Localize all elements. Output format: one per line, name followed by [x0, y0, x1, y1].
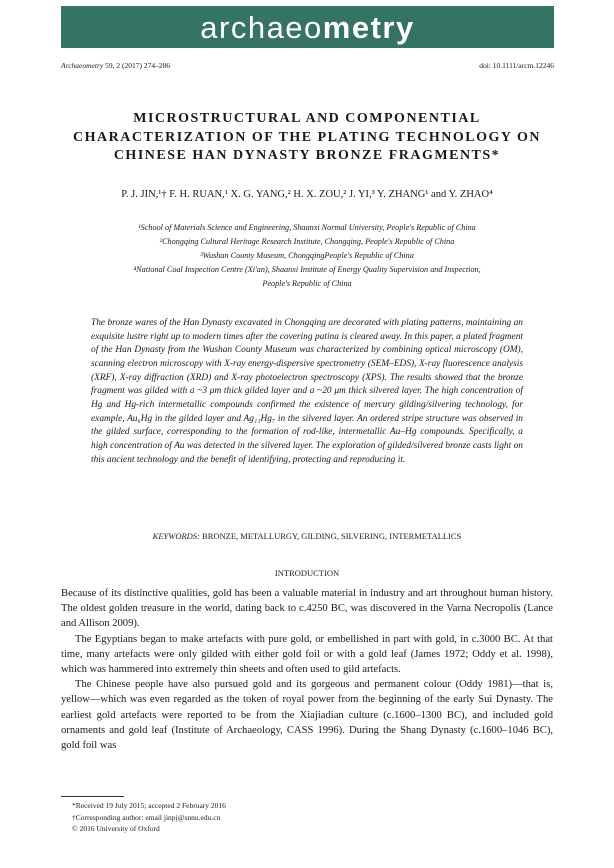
journal-banner	[61, 6, 554, 48]
paragraph-2: The Egyptians began to make artefacts with pure gold, or embellished in part with gold, in c.3000 BC. At that time, many artefacts were only gilded with either gold foil or with a gold leaf (James 1972; Oddy et al. 1998), which was hammered into extremely thin sheets and often used to gild artefacts.	[61, 633, 553, 676]
title-line-1: MICROSTRUCTURAL AND COMPONENTIAL	[133, 111, 481, 126]
doi: doi: 10.1111/arcm.12246	[479, 61, 554, 70]
footnote-copyright: © 2016 University of Oxford	[72, 824, 160, 833]
title-line-2: CHARACTERIZATION OF THE PLATING TECHNOLOGY ON	[73, 129, 541, 145]
affiliation-2: ²Chongqing Cultural Heritage Research Institute, Chongqing, People's Republic of China	[159, 237, 455, 246]
section-heading: INTRODUCTION	[274, 568, 340, 578]
footnotes	[72, 800, 226, 835]
citation-volume: 59, 2 (2017) 274–286	[103, 61, 171, 70]
affiliation-1: ¹School of Materials Science and Engineering, Shaanxi Normal University, People's Republic of China	[138, 223, 476, 232]
journal-logo-part2: metry	[322, 9, 415, 45]
author-list: P. J. JIN,¹† F. H. RUAN,¹ X. G. YANG,² H. X. ZOU,² J. YI,³ Y. ZHANG¹ and Y. ZHAO⁴	[121, 189, 493, 200]
journal-logo-part1: archaeo	[200, 9, 323, 45]
affiliation-4-cont: People's Republic of China	[262, 279, 352, 288]
article-title	[50, 110, 564, 166]
keywords-label: KEYWORDS:	[152, 531, 200, 541]
affiliations	[80, 221, 534, 291]
title-line-3: CHINESE HAN DYNASTY BRONZE FRAGMENTS*	[113, 148, 501, 163]
abstract: The bronze wares of the Han Dynasty excavated in Chongqing are decorated with plating patterns, maintaining an exquisite lustre right up to modern times after the covering patina is cleared away. In this paper, a plated fragment of the Han Dynasty from the Wushan County Museum was characterized by combining optical microscopy (OM), scanning electron microscopy with X-ray energy-dispersive spectrometry (SEM–EDS), X-ray fluorescence analysis (XRF), X-ray diffraction (XRD) and X-ray photoelectron spectroscopy (XPS). The results showed that the bronze fragment was gilded with a ~3 μm thick gilded layer and a ~20 μm thick silvered layer. The high concentration of Hg and Hg-rich intermetallic compounds confirmed the existence of mercury gilding/silvering technology, for example, Au₆Hg in the gilded layer and Ag₁₁Hg₇ in the silvered layer. An ordered stripe structure was observed in the gilded surface, corresponding to the formation of rod-like, intermetallic Au–Hg compounds. Specifically, a high concentration of Au was detected in the silvered layer. The exploration of gilded/silvered bronze casts light on this ancient technology and the benefit of identifying, protecting and reproducing it.	[91, 318, 523, 465]
paragraph-3: The Chinese people have also pursued gold and its gorgeous and permanent colour (Oddy 1981)—that is, yellow—which was even regarded as the token of royal power from the beginning of the early Sui Dynasty. The earliest gold artefacts were reported to be from the Xiajiadian culture (c.1600–1300 BC), and included gold ornaments and gold leaf (Institute of Archaeology, CASS 1996). During the Shang Dynasty (c.1600–1046 BC), gold foil was	[61, 679, 553, 752]
footnote-corresponding: †Corresponding author: email jinpj@snnu.edu.cn	[72, 812, 221, 822]
keywords-list: BRONZE, METALLURGY, GILDING, SILVERING, INTERMETALLICS	[202, 531, 462, 541]
citation-journal: Archaeometry	[61, 61, 104, 70]
footnote-rule	[61, 796, 124, 797]
citation	[61, 61, 170, 70]
affiliation-4: ⁴National Coal Inspection Centre (Xi'an), Shaanxi Institute of Energy Quality Supervision and Inspection,	[133, 265, 481, 274]
keywords	[91, 531, 523, 541]
affiliation-3: ³Wushan County Museum, ChongqingPeople's Republic of China	[200, 251, 414, 260]
body-text	[61, 586, 553, 753]
paragraph-1: Because of its distinctive qualities, gold has been a valuable material in industry and art throughout human history. The oldest golden treasure in the world, dating back to c.4250 BC, was discovered in the Varna Necropolis (Lance and Allison 2009).	[61, 588, 553, 630]
footnote-received: *Received 19 July 2015; accepted 2 February 2016	[72, 801, 226, 810]
